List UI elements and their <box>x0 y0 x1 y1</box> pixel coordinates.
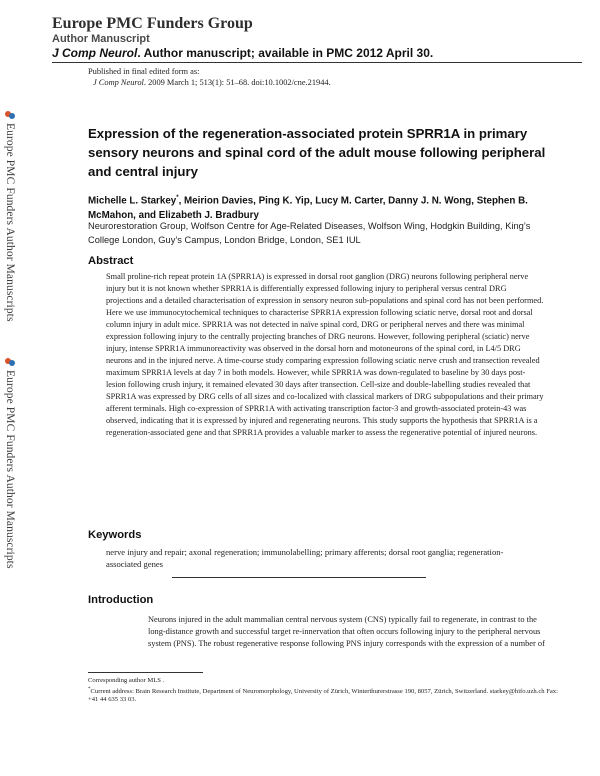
keywords-text: nerve injury and repair; axonal regeneration; immunolabelling; primary afferents; dorsal root ganglia; regeneration-associated genes <box>106 547 504 569</box>
article-title: Expression of the regeneration-associated protein SPRR1A in primary sensory neurons and spinal cord of the adult mouse following peripheral and central injury <box>88 126 546 179</box>
first-author: Michelle L. Starkey <box>88 195 177 207</box>
watermark-text: Europe PMC Funders Author Manuscripts <box>4 370 16 569</box>
side-watermark-bottom <box>3 357 17 569</box>
author-list <box>88 191 558 223</box>
availability-text: . Author manuscript; available in PMC 2012 April 30. <box>137 46 434 60</box>
publication-info <box>88 66 331 88</box>
published-label: Published in final edited form as: <box>88 67 200 76</box>
author-manuscript-label: Author Manuscript <box>52 33 150 45</box>
affiliation: Neurorestoration Group, Wolfson Centre for Age-Related Diseases, Wolfson Wing, Hodgkin Building, King’s College London, Guy’s Campus, London Bridge, London, SE1 IUL <box>88 221 531 245</box>
footnotes <box>88 677 558 705</box>
corresponding-mark: * <box>176 195 179 201</box>
corresponding-author-note: Corresponding author MLS . <box>88 677 165 684</box>
abstract-text: Small proline-rich repeat protein 1A (SPRR1A) is expressed in dorsal root ganglion (DRG) neurons following peripheral nerve injury but it is not known whether SPRR1A is differentially expressed following injury to peripheral versus central DRG projections and a detailed characterisation of expression in sensory neuron sub-populations and spinal cord has not been performed. Here we use immunocytochemical techniques to characterise SPRR1A expression following sciatic nerve, dorsal root and dorsal column injury in adult mice. SPRR1A was not detected in naïve spinal cord, DRG or peripheral nerves and there was minimal expression following injury to the centrally projecting branches of DRG neurons. However, following peripheral (sciatic) nerve injury, intense SPRR1A immunoreactivity was observed in the dorsal horn and motoneurons of the spinal cord, in L4/5 DRG neurons and in the injured nerve. A time-course study comparing expression following sciatic nerve crush and transection revealed maximum SPRR1A levels at day 7 in both models. However, while SPRR1A was down-regulated to baseline by 30 days post-lesion following crush injury, it remained elevated 30 days after transection. Cell-size and double-labelling studies revealed that SPRR1A was expressed by DRG cells of all sizes and co-localized with classical markers of DRG subpopulations and their primary afferent terminals. High co-expression of SPRR1A with activating transcription factor-3 and growth-associated protein-43 was observed, indicating that it is expressed by injured and regenerating neurons. This study supports the hypothesis that SPRR1A is a regeneration-associated gene and that SPRR1A provides a valuable marker to assess the regenerative potential of injured neurons. <box>106 272 544 437</box>
header-divider <box>52 62 582 63</box>
current-address-text: Current address: Brain Research Institute, Department of Neuromorphology, University of Zürich, Winterthurerstrasse 190, 8057, Zürich, Switzerland. starkey@hifo.uzh.ch Fax: +41 44 635 33 03. <box>88 687 558 704</box>
introduction-text: Neurons injured in the adult mammalian central nervous system (CNS) typically fail to regenerate, in contrast to the long-distance growth and successful target re-innervation that often occurs following injury to the peripheral nervous system (PNS). The robust regenerative response following PNS injury corresponds with the expression of a number of <box>148 615 545 648</box>
side-watermark-top <box>3 110 17 322</box>
europe-pmc-logo-icon <box>5 357 15 367</box>
current-address-note <box>88 686 558 705</box>
abstract-heading: Abstract <box>88 255 134 267</box>
europe-pmc-logo-icon <box>5 110 15 120</box>
introduction-heading: Introduction <box>88 594 154 606</box>
citation-journal: J Comp Neurol <box>93 78 144 87</box>
funders-group-title: Europe PMC Funders Group <box>52 15 253 32</box>
page-header <box>52 15 582 60</box>
footnote-mark: * <box>88 686 91 692</box>
keywords-divider <box>172 577 426 578</box>
other-authors: , Meirion Davies, Ping K. Yip, Lucy M. Carter, Danny J. N. Wong, Stephen B. McMahon, and Elizabeth J. Bradbury <box>88 195 528 221</box>
keywords-heading: Keywords <box>88 529 142 541</box>
footnote-divider <box>88 672 203 673</box>
watermark-text: Europe PMC Funders Author Manuscripts <box>4 123 16 322</box>
journal-name: J Comp Neurol <box>52 46 138 60</box>
citation-details: . 2009 March 1; 513(1): 51–68. doi:10.1002/cne.21944. <box>143 78 331 87</box>
journal-availability <box>52 46 582 60</box>
citation <box>88 77 331 88</box>
